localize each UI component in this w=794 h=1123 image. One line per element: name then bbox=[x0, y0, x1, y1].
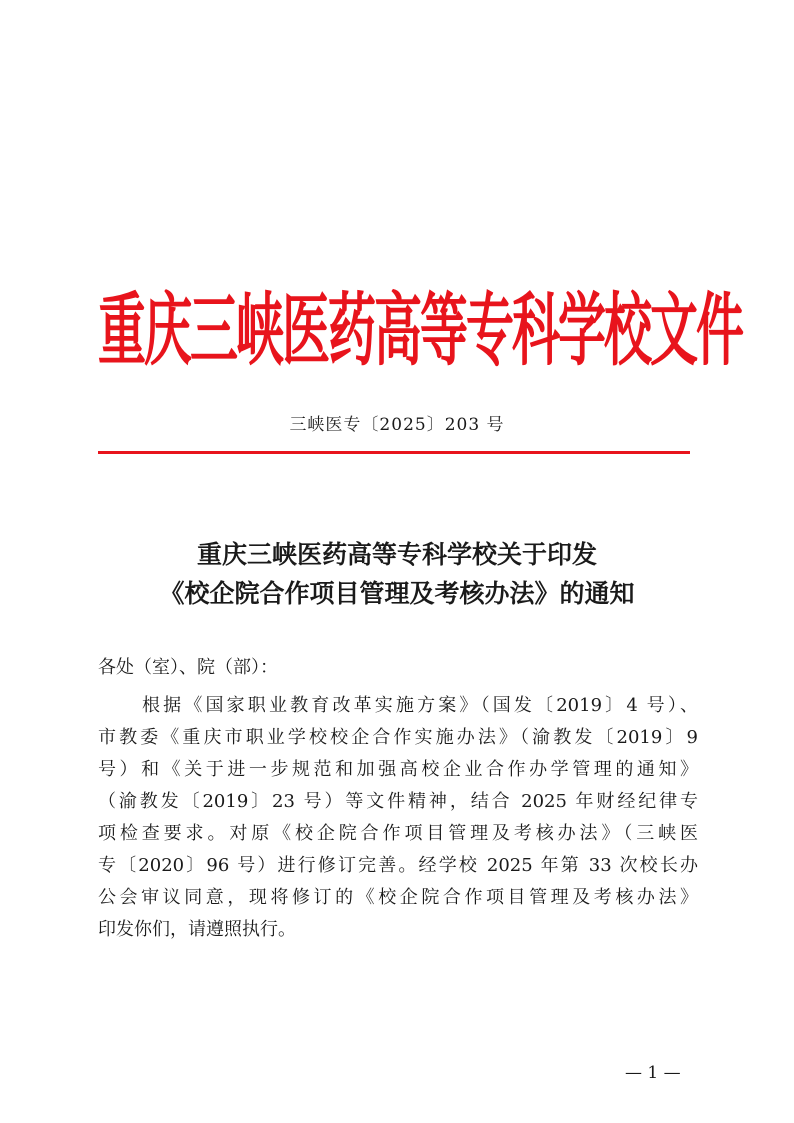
body-line: 根据《国家职业教育改革实施方案》（国发〔2019〕4 号）、 bbox=[142, 695, 698, 716]
title-line-2: 《校企院合作项目管理及考核办法》的通知 bbox=[159, 579, 635, 608]
body-line: 专〔2020〕96 号）进行修订完善。经学校 2025 年第 33 次校长办 bbox=[98, 855, 698, 876]
document-masthead: 重庆三峡医药高等专科学校文件 bbox=[98, 284, 743, 378]
red-divider-line bbox=[98, 451, 690, 454]
body-line: 公会审议同意，现将修订的《校企院合作项目管理及考核办法》 bbox=[98, 887, 698, 908]
page-number: — 1 — bbox=[625, 1063, 681, 1083]
salutation: 各处（室）、院（部）： bbox=[98, 657, 278, 678]
title-line-1: 重庆三峡医药高等专科学校关于印发 bbox=[196, 540, 597, 569]
body-line: （渝教发〔2019〕23 号）等文件精神，结合 2025 年财经纪律专 bbox=[98, 791, 698, 812]
body-line: 市教委《重庆市职业学校校企合作实施办法》（渝教发〔2019〕9 bbox=[98, 727, 698, 748]
body-paragraph bbox=[98, 690, 698, 946]
document-title bbox=[0, 535, 794, 613]
body-line: 项检查要求。对原《校企院合作项目管理及考核办法》（三峡医 bbox=[98, 823, 698, 844]
document-number: 三峡医专〔2025〕203 号 bbox=[289, 415, 505, 435]
body-line: 印发你们，请遵照执行。 bbox=[98, 919, 296, 940]
body-line: 号）和《关于进一步规范和加强高校企业合作办学管理的通知》 bbox=[98, 759, 698, 780]
